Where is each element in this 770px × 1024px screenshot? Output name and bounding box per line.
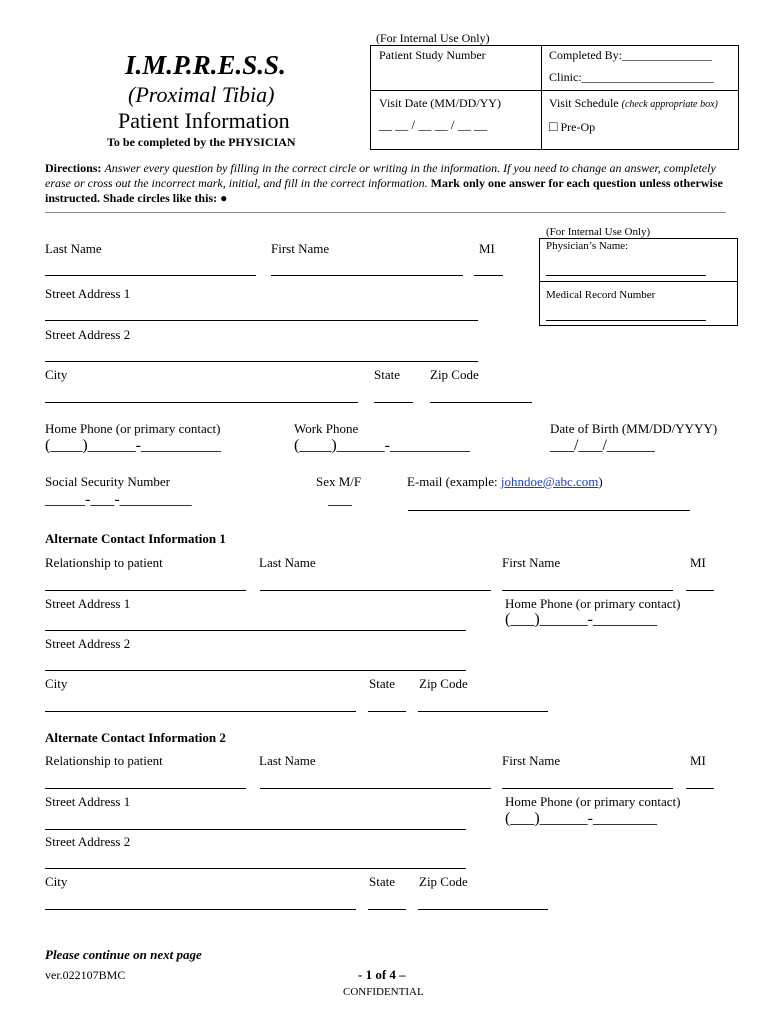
visit-schedule-label — [549, 96, 718, 111]
alt2-relationship-field[interactable] — [45, 788, 246, 789]
alt1-street-1-label: Street Address 1 — [45, 596, 131, 611]
continue-note: Please continue on next page — [45, 947, 202, 962]
alt2-street-2-field[interactable] — [45, 868, 466, 869]
alt2-last-name-label: Last Name — [259, 753, 316, 768]
alt2-street-1-label: Street Address 1 — [45, 794, 131, 809]
internal-box-rule — [370, 90, 738, 91]
city-field[interactable] — [45, 402, 358, 403]
alt1-state-label: State — [369, 676, 395, 691]
checkbox-icon[interactable]: □ — [549, 120, 558, 135]
directions-text: Answer every question by filling in the correct circle or writing in the information. If you need to change an answer, completely erase or cross out the incorrect mark, initial, and fill in the correct information. — [45, 161, 716, 190]
alt1-last-name-field[interactable] — [260, 590, 491, 591]
sex-field[interactable]: ___ — [328, 491, 352, 508]
completed-by-field[interactable]: Completed By:_______________ — [549, 48, 712, 62]
street-address-1-field[interactable] — [45, 320, 478, 321]
page-number: - 1 of 4 – — [358, 967, 406, 982]
alt1-state-field[interactable] — [368, 711, 406, 712]
visit-schedule-text: Visit Schedule — [549, 96, 619, 110]
alt2-city-label: City — [45, 874, 68, 889]
email-field[interactable] — [408, 510, 690, 511]
alt1-mi-field[interactable] — [686, 590, 714, 591]
directions — [45, 161, 735, 206]
alt2-first-name-field[interactable] — [502, 788, 673, 789]
alt1-relationship-label: Relationship to patient — [45, 555, 163, 570]
work-phone-field[interactable]: (____)______-__________ — [294, 437, 470, 454]
first-name-label: First Name — [271, 241, 330, 256]
alt1-first-name-field[interactable] — [502, 590, 673, 591]
alt1-zip-label: Zip Code — [419, 676, 468, 691]
alt2-first-name-label: First Name — [502, 753, 561, 768]
confidential-label: CONFIDENTIAL — [343, 986, 424, 998]
physician-name-label: Physician’s Name: — [546, 240, 629, 252]
dob-label: Date of Birth (MM/DD/YYYY) — [550, 421, 718, 436]
completed-by-note: To be completed by the PHYSICIAN — [107, 135, 296, 149]
physician-box-caption: (For Internal Use Only) — [546, 226, 651, 238]
alt2-street-1-field[interactable] — [45, 829, 466, 830]
internal-use-caption: (For Internal Use Only) — [376, 31, 490, 45]
directions-label: Directions: — [45, 161, 102, 175]
visit-date-field[interactable]: __ __ / __ __ / __ __ — [379, 117, 487, 132]
email-label — [407, 474, 603, 490]
alt1-street-2-label: Street Address 2 — [45, 636, 131, 651]
home-phone-label: Home Phone (or primary contact) — [45, 421, 221, 436]
alt1-city-label: City — [45, 676, 68, 691]
version-label: ver.022107BMC — [45, 968, 126, 982]
alt1-heading: Alternate Contact Information 1 — [45, 531, 226, 546]
alt1-relationship-field[interactable] — [45, 590, 246, 591]
alt2-last-name-field[interactable] — [260, 788, 491, 789]
sex-label: Sex M/F — [316, 474, 362, 489]
email-label-suffix: ) — [598, 474, 603, 489]
alt2-mi-label: MI — [690, 753, 706, 768]
form-name: Patient Information — [118, 108, 290, 133]
alt2-home-phone-field[interactable]: (___)______-________ — [505, 810, 657, 827]
form-title: I.M.P.R.E.S.S. — [125, 50, 286, 80]
zip-code-label: Zip Code — [430, 367, 479, 382]
form-subtitle: (Proximal Tibia) — [128, 82, 275, 107]
internal-box-divider — [541, 45, 542, 149]
physician-name-field[interactable] — [546, 275, 706, 276]
zip-code-field[interactable] — [430, 402, 532, 403]
alt2-state-field[interactable] — [368, 909, 406, 910]
alt1-zip-field[interactable] — [418, 711, 548, 712]
first-name-field[interactable] — [271, 275, 463, 276]
last-name-field[interactable] — [45, 275, 256, 276]
street-address-2-field[interactable] — [45, 361, 478, 362]
state-field[interactable] — [374, 402, 413, 403]
mi-label: MI — [479, 241, 495, 256]
alt2-zip-field[interactable] — [418, 909, 548, 910]
email-label-prefix: E-mail (example: — [407, 474, 501, 489]
alt2-state-label: State — [369, 874, 395, 889]
mi-field[interactable] — [474, 275, 503, 276]
dob-field[interactable]: ___/___/______ — [550, 437, 655, 454]
street-address-1-label: Street Address 1 — [45, 286, 131, 301]
alt2-relationship-label: Relationship to patient — [45, 753, 163, 768]
city-label: City — [45, 367, 68, 382]
street-address-2-label: Street Address 2 — [45, 327, 131, 342]
alt2-heading: Alternate Contact Information 2 — [45, 730, 226, 745]
alt1-city-field[interactable] — [45, 711, 356, 712]
alt1-home-phone-label: Home Phone (or primary contact) — [505, 596, 681, 611]
alt1-street-1-field[interactable] — [45, 630, 466, 631]
work-phone-label: Work Phone — [294, 421, 359, 436]
directions-instruction: Mark only one answer for each question unless otherwise instructed. Shade circles like this: — [45, 176, 723, 205]
medical-record-number-label: Medical Record Number — [546, 289, 656, 301]
clinic-field[interactable]: Clinic:______________________ — [549, 70, 714, 84]
alt1-mi-label: MI — [690, 555, 706, 570]
home-phone-field[interactable]: (____)______-__________ — [45, 437, 221, 454]
directions-divider — [45, 212, 726, 213]
alt2-home-phone-label: Home Phone (or primary contact) — [505, 794, 681, 809]
physician-box-rule — [539, 281, 737, 282]
visit-schedule-hint: (check appropriate box) — [621, 99, 718, 110]
state-label: State — [374, 367, 400, 382]
ssn-field[interactable]: _____-___-_________ — [45, 491, 192, 508]
filled-circle-icon: ● — [220, 191, 228, 205]
last-name-label: Last Name — [45, 241, 102, 256]
preop-option[interactable] — [549, 120, 595, 136]
email-example-link[interactable]: johndoe@abc.com — [500, 474, 599, 489]
alt2-mi-field[interactable] — [686, 788, 714, 789]
visit-date-label: Visit Date (MM/DD/YY) — [379, 96, 501, 110]
patient-study-number-label: Patient Study Number — [379, 48, 486, 62]
medical-record-number-field[interactable] — [546, 320, 706, 321]
alt1-first-name-label: First Name — [502, 555, 561, 570]
alt1-home-phone-field[interactable]: (___)______-________ — [505, 611, 657, 628]
ssn-label: Social Security Number — [45, 474, 170, 489]
preop-label: Pre-Op — [560, 120, 596, 134]
alt2-zip-label: Zip Code — [419, 874, 468, 889]
alt2-city-field[interactable] — [45, 909, 356, 910]
alt2-street-2-label: Street Address 2 — [45, 834, 131, 849]
alt1-last-name-label: Last Name — [259, 555, 316, 570]
alt1-street-2-field[interactable] — [45, 670, 466, 671]
